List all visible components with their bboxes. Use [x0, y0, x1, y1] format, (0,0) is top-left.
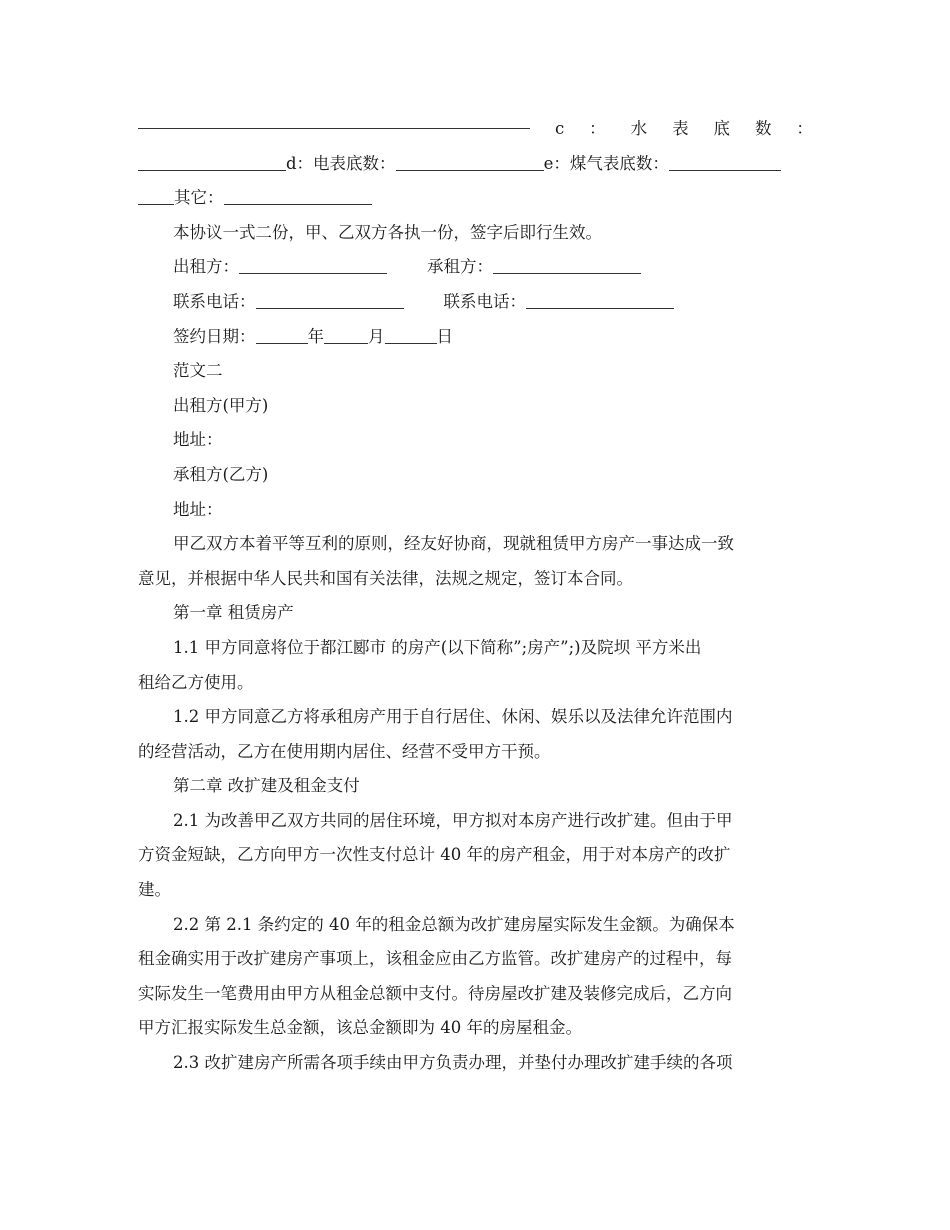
- clause-2-2-line-4: 甲方汇报实际发生总金额，该总金额即为 40 年的房屋租金。: [138, 1018, 582, 1038]
- blank-field: [239, 257, 387, 274]
- clause-2-1-line-3: 建。: [138, 880, 171, 900]
- signatory-line: [138, 250, 813, 285]
- meter-readings-line-1: [138, 112, 813, 147]
- party-a-address: 地址：: [173, 430, 223, 450]
- gas-meter-label: e：煤气表底数：: [543, 153, 669, 173]
- blank-field: [493, 257, 641, 274]
- blank-field: [224, 188, 372, 205]
- clause-2-3-line-1: 2.3 改扩建房产所需各项手续由甲方负责办理，并垫付办理改扩建手续的各项: [173, 1053, 733, 1073]
- meter-readings-line-2: [138, 147, 813, 182]
- sample-heading: 范文二: [173, 361, 223, 381]
- day-label: 日: [436, 326, 453, 346]
- party-a-label: 出租方(甲方): [173, 395, 269, 415]
- clause-1-1-line-1: 1.1 甲方同意将位于都江郾市 的房产(以下简称”;房产”;)及院坝 平方米出: [173, 637, 702, 657]
- preamble-line-2: 意见，并根据中华人民共和国有关法律，法规之规定，签订本合同。: [138, 568, 633, 588]
- preamble-line-1: 甲乙双方本着平等互利的原则，经友好协商，现就租赁甲方房产一事达成一致: [173, 534, 734, 554]
- effective-clause: 本协议一式二份，甲、乙双方各执一份，签字后即行生效。: [173, 222, 602, 242]
- c-label: c: [554, 119, 565, 138]
- clause-2-2-line-2: 租金确实用于改扩建房产事项上，该租金应由乙方监管。改扩建房产的过程中，每: [138, 949, 732, 969]
- clause-2-1-line-2: 方资金短缺，乙方向甲方一次性支付总计 40 年的房产租金，用于对本房产的改扩: [138, 845, 731, 865]
- water-char-3: 底: [713, 119, 731, 138]
- party-b-label: 承租方(乙方): [173, 464, 269, 484]
- blank-field: [385, 327, 437, 344]
- colon: ：: [589, 119, 606, 138]
- blank-field: [138, 154, 286, 171]
- clause-1-2-line-1: 1.2 甲方同意乙方将承租房产用于自行居住、休闲、娱乐以及法律允许范围内: [173, 707, 733, 727]
- blank-field: [526, 292, 674, 309]
- water-char-4: 数: [754, 119, 772, 138]
- blank-field: [324, 327, 368, 344]
- lessor-label: 出租方：: [173, 257, 239, 277]
- party-b-address: 地址：: [173, 499, 223, 519]
- clause-2-2-line-3: 实际发生一笔费用由甲方从租金总额中支付。待房屋改扩建及装修完成后，乙方向: [138, 983, 732, 1003]
- blank-field: [669, 154, 781, 171]
- chapter-1-heading: 第一章 租赁房产: [173, 603, 294, 623]
- clause-2-1-line-1: 2.1 为改善甲乙双方共同的居住环境，甲方拟对本房产进行改扩建。但由于甲: [173, 810, 733, 830]
- month-label: 月: [368, 326, 385, 346]
- water-char-1: 水: [630, 119, 648, 138]
- year-label: 年: [307, 326, 324, 346]
- blank-field: [256, 292, 404, 309]
- clause-2-2-line-1: 2.2 第 2.1 条约定的 40 年的租金总额为改扩建房屋实际发生金额。为确保本: [173, 914, 735, 934]
- lessee-label: 承租方：: [427, 257, 493, 277]
- signing-date-label: 签约日期：: [173, 326, 256, 346]
- phone-label-2: 联系电话：: [443, 291, 526, 311]
- document-page: [138, 112, 813, 1081]
- clause-1-1-line-2: 租给乙方使用。: [138, 672, 254, 692]
- signing-date-line: [138, 320, 813, 355]
- other-label: 其它：: [174, 188, 224, 208]
- electric-meter-label: d：电表底数：: [286, 153, 396, 173]
- meter-readings-line-3: [138, 181, 813, 216]
- clause-1-2-line-2: 的经营活动，乙方在使用期内居住、经营不受甲方干预。: [138, 741, 551, 761]
- phone-label-1: 联系电话：: [173, 291, 256, 311]
- blank-field: [138, 188, 174, 205]
- blank-field: [396, 154, 544, 171]
- phone-line: [138, 285, 813, 320]
- water-char-2: 表: [672, 119, 689, 138]
- blank-field: [256, 327, 308, 344]
- colon: ：: [796, 119, 813, 138]
- chapter-2-heading: 第二章 改扩建及租金支付: [173, 776, 360, 796]
- blank-field: [138, 112, 530, 129]
